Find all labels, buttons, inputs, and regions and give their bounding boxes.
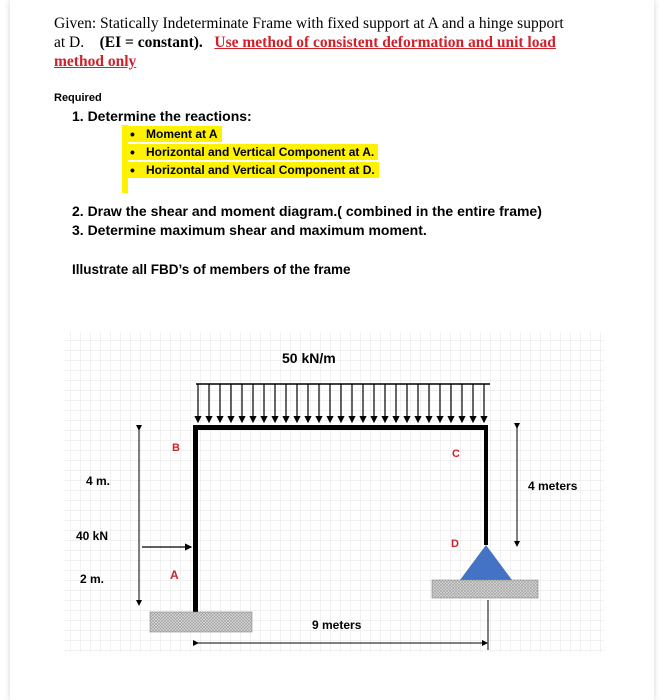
fixed-support-a — [150, 612, 252, 632]
illustrate-note: Illustrate all FBD’s of members of the frame — [72, 262, 351, 277]
dim-2m-left: 2 m. — [80, 572, 105, 586]
node-a-label: A — [170, 568, 179, 582]
given-method-1: Use method of consistent deformation and unit load — [214, 34, 556, 51]
given-line-2-prefix: at D. — [54, 34, 85, 51]
bullet-moment-a: • Moment at A — [126, 126, 222, 142]
step-2: 2. Draw the shear and moment diagram.( combined in the entire frame) — [72, 203, 542, 219]
given-ei-constant: (EI = constant). — [99, 34, 203, 51]
required-title: Required — [54, 92, 102, 104]
dim-4m-left: 4 m. — [86, 474, 111, 488]
bullet-components-a: • Horizontal and Vertical Component at A. — [126, 144, 378, 160]
given-line-1: Given: Statically Indeterminate Frame with fixed support at A and a hinge support — [54, 15, 564, 32]
bullet-components-d: • Horizontal and Vertical Component at D. — [126, 162, 379, 178]
grid-background — [64, 332, 604, 652]
point-load-label: 40 kN — [76, 529, 109, 543]
given-method-2: method only — [54, 53, 137, 70]
hinge-base-d — [432, 580, 538, 598]
column-cd — [484, 425, 488, 545]
node-d-label: D — [451, 538, 459, 550]
node-b-label: B — [172, 442, 180, 454]
dim-9-meters: 9 meters — [312, 618, 362, 632]
load-label: 50 kN/m — [282, 350, 336, 366]
step-1: 1. Determine the reactions: — [72, 108, 252, 124]
node-c-label: C — [452, 448, 460, 460]
column-ab — [193, 425, 198, 615]
dim-4-meters: 4 meters — [528, 479, 578, 493]
beam-bc — [193, 425, 488, 430]
step-3: 3. Determine maximum shear and maximum moment. — [72, 222, 427, 238]
